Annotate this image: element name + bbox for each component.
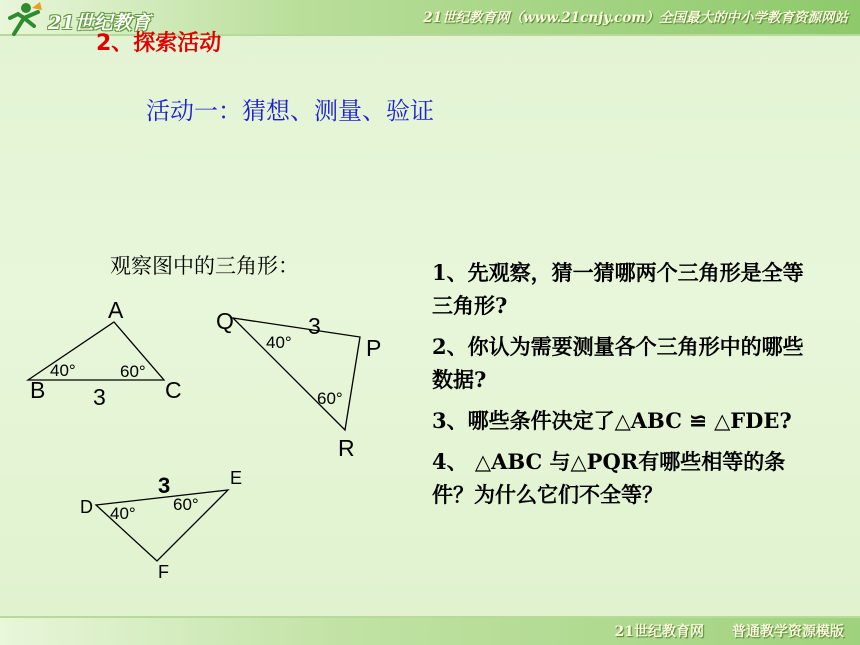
footer-text: 21世纪教育网 普通教学资源模版 — [614, 624, 844, 640]
question-4: 4、 △ABC 与△PQR有哪些相等的条件？为什么它们不全等？ — [432, 449, 786, 507]
header-banner: 21世纪教育网（www.21cnjy.com）全国最大的中小学教育资源网站 — [423, 10, 848, 26]
vertex-p: P — [366, 335, 382, 361]
angle-q-label: 40° — [266, 333, 292, 352]
observe-label: 观察图中的三角形： — [110, 254, 299, 278]
angle-d-label: 40° — [110, 504, 136, 523]
vertex-f: F — [158, 562, 169, 582]
section-title: 2、探索活动 — [96, 31, 222, 56]
vertex-e: E — [230, 468, 243, 488]
question-2: 2、你认为需要测量各个三角形中的哪些数据? — [432, 334, 804, 392]
vertex-q: Q — [216, 308, 234, 334]
side-bc-label: 3 — [93, 384, 106, 410]
angle-b-label: 40° — [50, 361, 76, 380]
vertex-c: C — [165, 377, 182, 403]
vertex-r: R — [338, 435, 355, 461]
triangle-abc — [28, 297, 182, 410]
question-1: 1、先观察，猜一猜哪两个三角形是全等三角形? — [432, 260, 804, 318]
vertex-d: D — [80, 497, 93, 517]
side-qp-label: 3 — [308, 313, 321, 339]
question-list — [432, 256, 812, 519]
angle-r-label: 60° — [317, 389, 343, 408]
activity-title: 活动一：猜想、测量、验证 — [146, 97, 434, 125]
side-de-label: 3 — [158, 473, 171, 498]
question-3: 3、哪些条件决定了△ABC ≌ △FDE? — [432, 408, 792, 433]
vertex-a: A — [108, 297, 124, 323]
triangle-def — [80, 468, 242, 582]
triangle-pqr — [216, 308, 381, 461]
angle-c-label: 60° — [120, 362, 146, 381]
vertex-b: B — [30, 377, 46, 403]
logo-text: 21世纪教育 — [48, 12, 151, 34]
angle-e-label: 60° — [173, 495, 199, 514]
